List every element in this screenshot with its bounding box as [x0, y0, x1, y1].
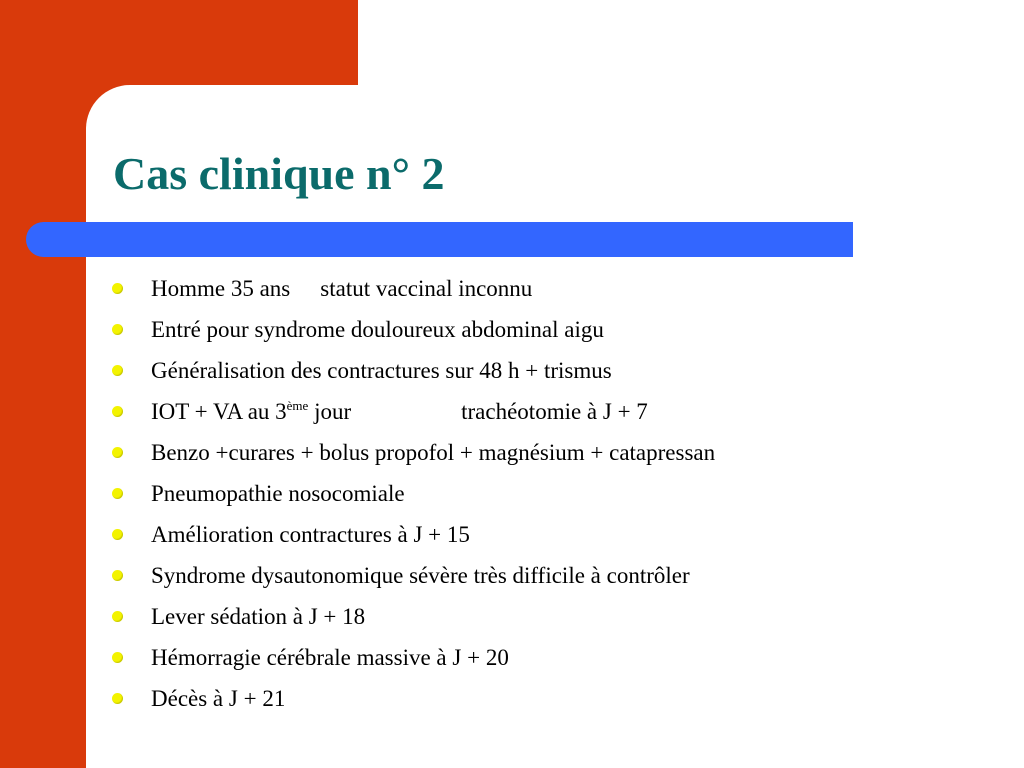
bullet-text-secondary: trachéotomie à J + 7	[461, 399, 648, 424]
bullet-text: Amélioration contractures à J + 15	[151, 522, 470, 547]
bullet-dot-icon	[112, 611, 123, 622]
slide-title: Cas clinique n° 2	[113, 148, 445, 199]
bullet-text: Syndrome dysautonomique sévère très difficile à contrôler	[151, 563, 690, 588]
bullet-text: Entré pour syndrome douloureux abdominal aigu	[151, 317, 604, 342]
bullet-dot-icon	[112, 529, 123, 540]
bullet-dot-icon	[112, 406, 123, 417]
bullet-item	[112, 352, 715, 393]
bullet-text: Hémorragie cérébrale massive à J + 20	[151, 645, 509, 670]
bullet-text: Pneumopathie nosocomiale	[151, 481, 405, 506]
bullet-dot-icon	[112, 652, 123, 663]
bullet-text: Lever sédation à J + 18	[151, 604, 366, 629]
bullet-dot-icon	[112, 693, 123, 704]
bullet-text: Benzo +curares + bolus propofol + magnésium + catapressan	[151, 440, 716, 465]
bullet-dot-icon	[112, 324, 123, 335]
bullet-item	[112, 311, 715, 352]
bullet-item	[112, 598, 715, 639]
bullet-dot-icon	[112, 488, 123, 499]
bullet-item	[112, 557, 715, 598]
bullet-item	[112, 434, 715, 475]
bullet-dot-icon	[112, 570, 123, 581]
bullet-item	[112, 475, 715, 516]
bullet-dot-icon	[112, 365, 123, 376]
bullet-text-secondary: statut vaccinal inconnu	[320, 276, 533, 301]
bullet-text: IOT + VA au 3	[151, 399, 287, 424]
bullet-item	[112, 680, 715, 721]
superscript: ème	[286, 398, 309, 413]
bullet-item	[112, 393, 715, 434]
bullet-dot-icon	[112, 447, 123, 458]
bullet-item	[112, 516, 715, 557]
bullet-item	[112, 639, 715, 680]
bullet-text: Homme 35 ans	[151, 276, 291, 301]
bullet-list	[112, 270, 715, 721]
bullet-dot-icon	[112, 283, 123, 294]
bullet-text: Décès à J + 21	[151, 686, 286, 711]
title-underline-bar	[26, 222, 853, 257]
bullet-item	[112, 270, 715, 311]
bullet-text: Généralisation des contractures sur 48 h + trismus	[151, 358, 612, 383]
bullet-text-cont: jour	[308, 399, 352, 424]
